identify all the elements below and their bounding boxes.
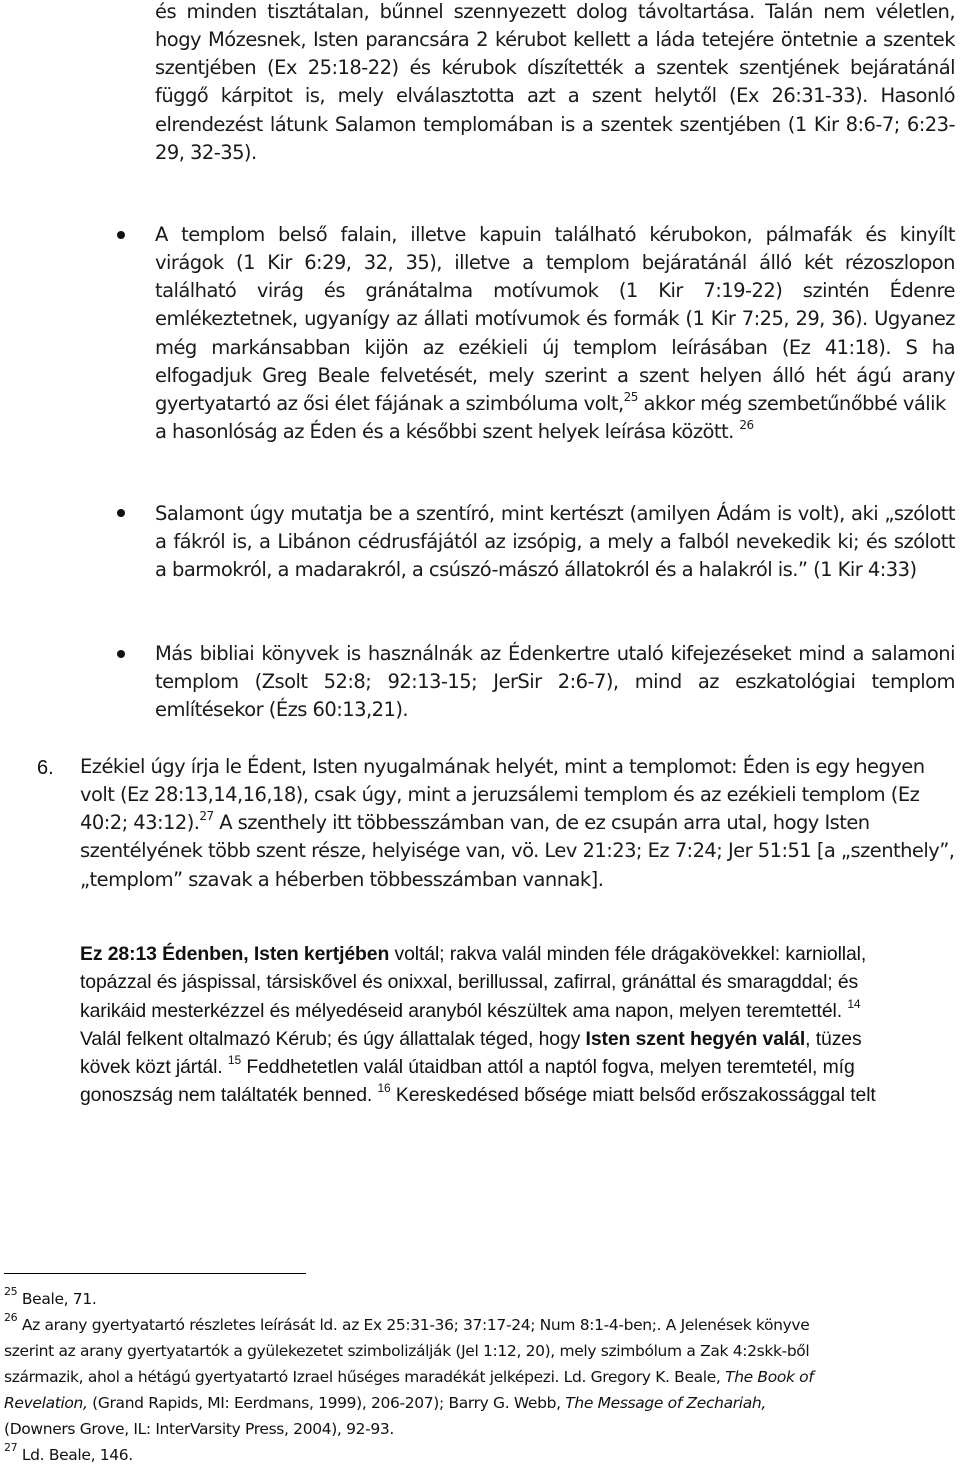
footnote-26 <box>4 1312 809 1338</box>
bullet-line: emlékeztetnek, ugyanígy az állati motívumok és formák (1 Kir 7:25, 29, 36). Ugyanez <box>155 307 955 330</box>
bullet-line: található virág és gránátalma motívumok (1 Kir 7:19-22) szintén Édenre <box>155 279 955 302</box>
bullet-line: A templom belső falain, illetve kapuin található kérubokon, pálmafák és kinyílt <box>155 223 955 246</box>
footnote-separator <box>4 1273 306 1274</box>
footnote-text: származik, ahol a hétágú gyertyatartó Izrael hűséges maradékát jelképezi. Ld. Gregory K. Beale, <box>4 1368 726 1386</box>
intro-line: elrendezést látunk Salamon templomában is a szentek szentjében (1 Kir 8:6-7; 6:23- <box>155 113 955 136</box>
verse-number: 15 <box>227 1052 242 1067</box>
bullet-marker <box>117 509 125 517</box>
text-run: a hasonlóság az Éden és a későbbi szent helyek leírása között. <box>155 420 734 443</box>
footnote-line: (Downers Grove, IL: InterVarsity Press, 2004), 92-93. <box>4 1420 394 1438</box>
text-run: voltál; rakva valál minden féle drágakövekkel: karniollal, <box>389 943 867 965</box>
quote-line <box>80 997 860 1025</box>
numbered-line: volt (Ez 28:13,14,16,18), csak úgy, mint a jeruzsálemi templom és az ezékieli templom (Ez <box>80 783 920 806</box>
bold-text: Isten szent hegyén valál <box>585 1028 806 1050</box>
text-run: 40:2; 43:12). <box>80 811 200 834</box>
numbered-line: szentélyének több szent része, helyisége van, vö. Lev 21:23; Ez 7:24; Jer 51:51 [a „szenthely”, <box>80 839 955 862</box>
quote-line <box>80 1081 876 1109</box>
book-title: The Book of <box>725 1368 814 1386</box>
footnote-ref-25[interactable]: 25 <box>623 389 638 404</box>
intro-line: szentjében (Ex 25:18-22) és kérubok díszítették a szentek szentjének bejáratánál <box>155 56 955 79</box>
bullet-line: elfogadjuk Greg Beale felvetését, mely szerint a szent helyen álló hét ágú arany <box>155 364 955 387</box>
footnote-text: Ld. Beale, 146. <box>21 1446 133 1464</box>
verse-number: 14 <box>847 996 861 1011</box>
book-title: Revelation, <box>4 1394 88 1412</box>
bullet-marker <box>117 650 125 658</box>
quote-line: topázzal és jáspissal, társiskővel és onixxal, berillussal, zafirral, gránáttal és smaragddal; és <box>80 971 859 993</box>
footnote-27 <box>4 1442 133 1468</box>
numbered-line <box>80 808 870 837</box>
bullet-line: virágok (1 Kir 6:29, 32, 35), illetve a templom bejáratánál álló két rézoszlopon <box>155 251 955 274</box>
bullet-line: a barmokról, a madarakról, a csúszó-mászó állatokról és a halakról is.” (1 Kir 4:33) <box>155 558 917 581</box>
footnote-line: szerint az arany gyertyatartók a gyülekezetet szimbolizálják (Jel 1:12, 20), mely szimbólum a Zak 4:2skk-ből <box>4 1342 810 1360</box>
footnote-text: Az arany gyertyatartó részletes leírását ld. az Ex 25:31-36; 37:17-24; Num 8:1-4-ben;. A Jelenések könyve <box>21 1316 810 1334</box>
bullet-line: Salamont úgy mutatja be a szentíró, mint kertészt (amilyen Ádám is volt), aki „szólott <box>155 502 955 525</box>
book-title: The Message of Zechariah, <box>565 1394 766 1412</box>
text-run: akkor még szembetűnőbbé válik <box>637 392 946 415</box>
bullet-line <box>155 389 946 418</box>
footnote-number: 25 <box>4 1284 18 1298</box>
text-run: Feddhetetlen valál útaidban attól a naptól fogva, melyen teremtetél, míg <box>241 1056 855 1078</box>
verse-number: 16 <box>377 1080 391 1095</box>
bullet-line: még markánsabban kijön az ezékieli új templom leírásában (Ez 41:18). S ha <box>155 336 955 359</box>
footnote-number: 26 <box>4 1310 18 1324</box>
bullet-line: templom (Zsolt 52:8; 92:13-15; JerSir 2:6-7), mind az eszkatológiai templom <box>155 670 955 693</box>
numbered-line: Ezékiel úgy írja le Édent, Isten nyugalmának helyét, mint a templomot: Éden is egy hegyen <box>80 755 925 778</box>
quote-reference: Ez 28:13 Édenben, Isten kertjében <box>80 943 390 965</box>
quote-line <box>80 1025 862 1053</box>
numbered-line: „templom” szavak a héberben többesszámban vannak]. <box>80 868 604 891</box>
list-number: 6. <box>37 757 54 779</box>
quote-line <box>80 940 866 968</box>
footnote-line <box>4 1390 766 1416</box>
bullet-line: a fákról is, a Libánon cédrusfájától az izsópig, a mely a falból nevekedik ki; és szólott <box>155 530 955 553</box>
text-run: A szenthely itt többesszámban van, de ez csupán arra utal, hogy Isten <box>213 811 870 834</box>
text-run: Kereskedésed bősége miatt belsőd erőszakossággal telt <box>390 1084 876 1106</box>
footnote-ref-27[interactable]: 27 <box>199 808 214 823</box>
footnote-ref-26[interactable]: 26 <box>739 417 754 432</box>
text-run: karikáid mesterkézzel és mélyedéseid aranyból készültek ama napon, melyen teremtettél. <box>80 1000 843 1022</box>
footnote-text: (Grand Rapids, MI: Eerdmans, 1999), 206-207); Barry G. Webb, <box>87 1394 566 1412</box>
intro-line: és minden tisztátalan, bűnnel szennyezett dolog távoltartása. Talán nem véletlen, <box>155 0 955 23</box>
footnote-text: Beale, 71. <box>21 1290 97 1308</box>
text-run: gonoszság nem találtaték benned. <box>80 1084 373 1106</box>
intro-line: függő kárpitot is, mely elválasztotta azt a szent helytől (Ex 26:31-33). Hasonló <box>155 84 955 107</box>
intro-line: hogy Mózesnek, Isten parancsára 2 kérubot kellett a láda tetejére öntetnie a szentek <box>155 28 955 51</box>
bullet-line <box>155 417 754 446</box>
bullet-line: említésekor (Ézs 60:13,21). <box>155 698 409 721</box>
text-run: , tüzes <box>805 1028 862 1050</box>
bullet-line: Más bibliai könyvek is használnák az Édenkertre utaló kifejezéseket mind a salamoni <box>155 642 955 665</box>
footnote-25 <box>4 1286 96 1312</box>
text-run: kövek közt jártál. <box>80 1056 223 1078</box>
bullet-marker <box>117 231 125 239</box>
intro-line: 29, 32-35). <box>155 141 257 164</box>
text-run: gyertyatartó az ősi élet fájának a szimbóluma volt, <box>155 392 624 415</box>
footnote-line <box>4 1364 813 1390</box>
footnote-number: 27 <box>4 1440 18 1454</box>
text-run: Valál felkent oltalmazó Kérub; és úgy állattalak téged, hogy <box>80 1028 586 1050</box>
quote-line <box>80 1053 855 1081</box>
